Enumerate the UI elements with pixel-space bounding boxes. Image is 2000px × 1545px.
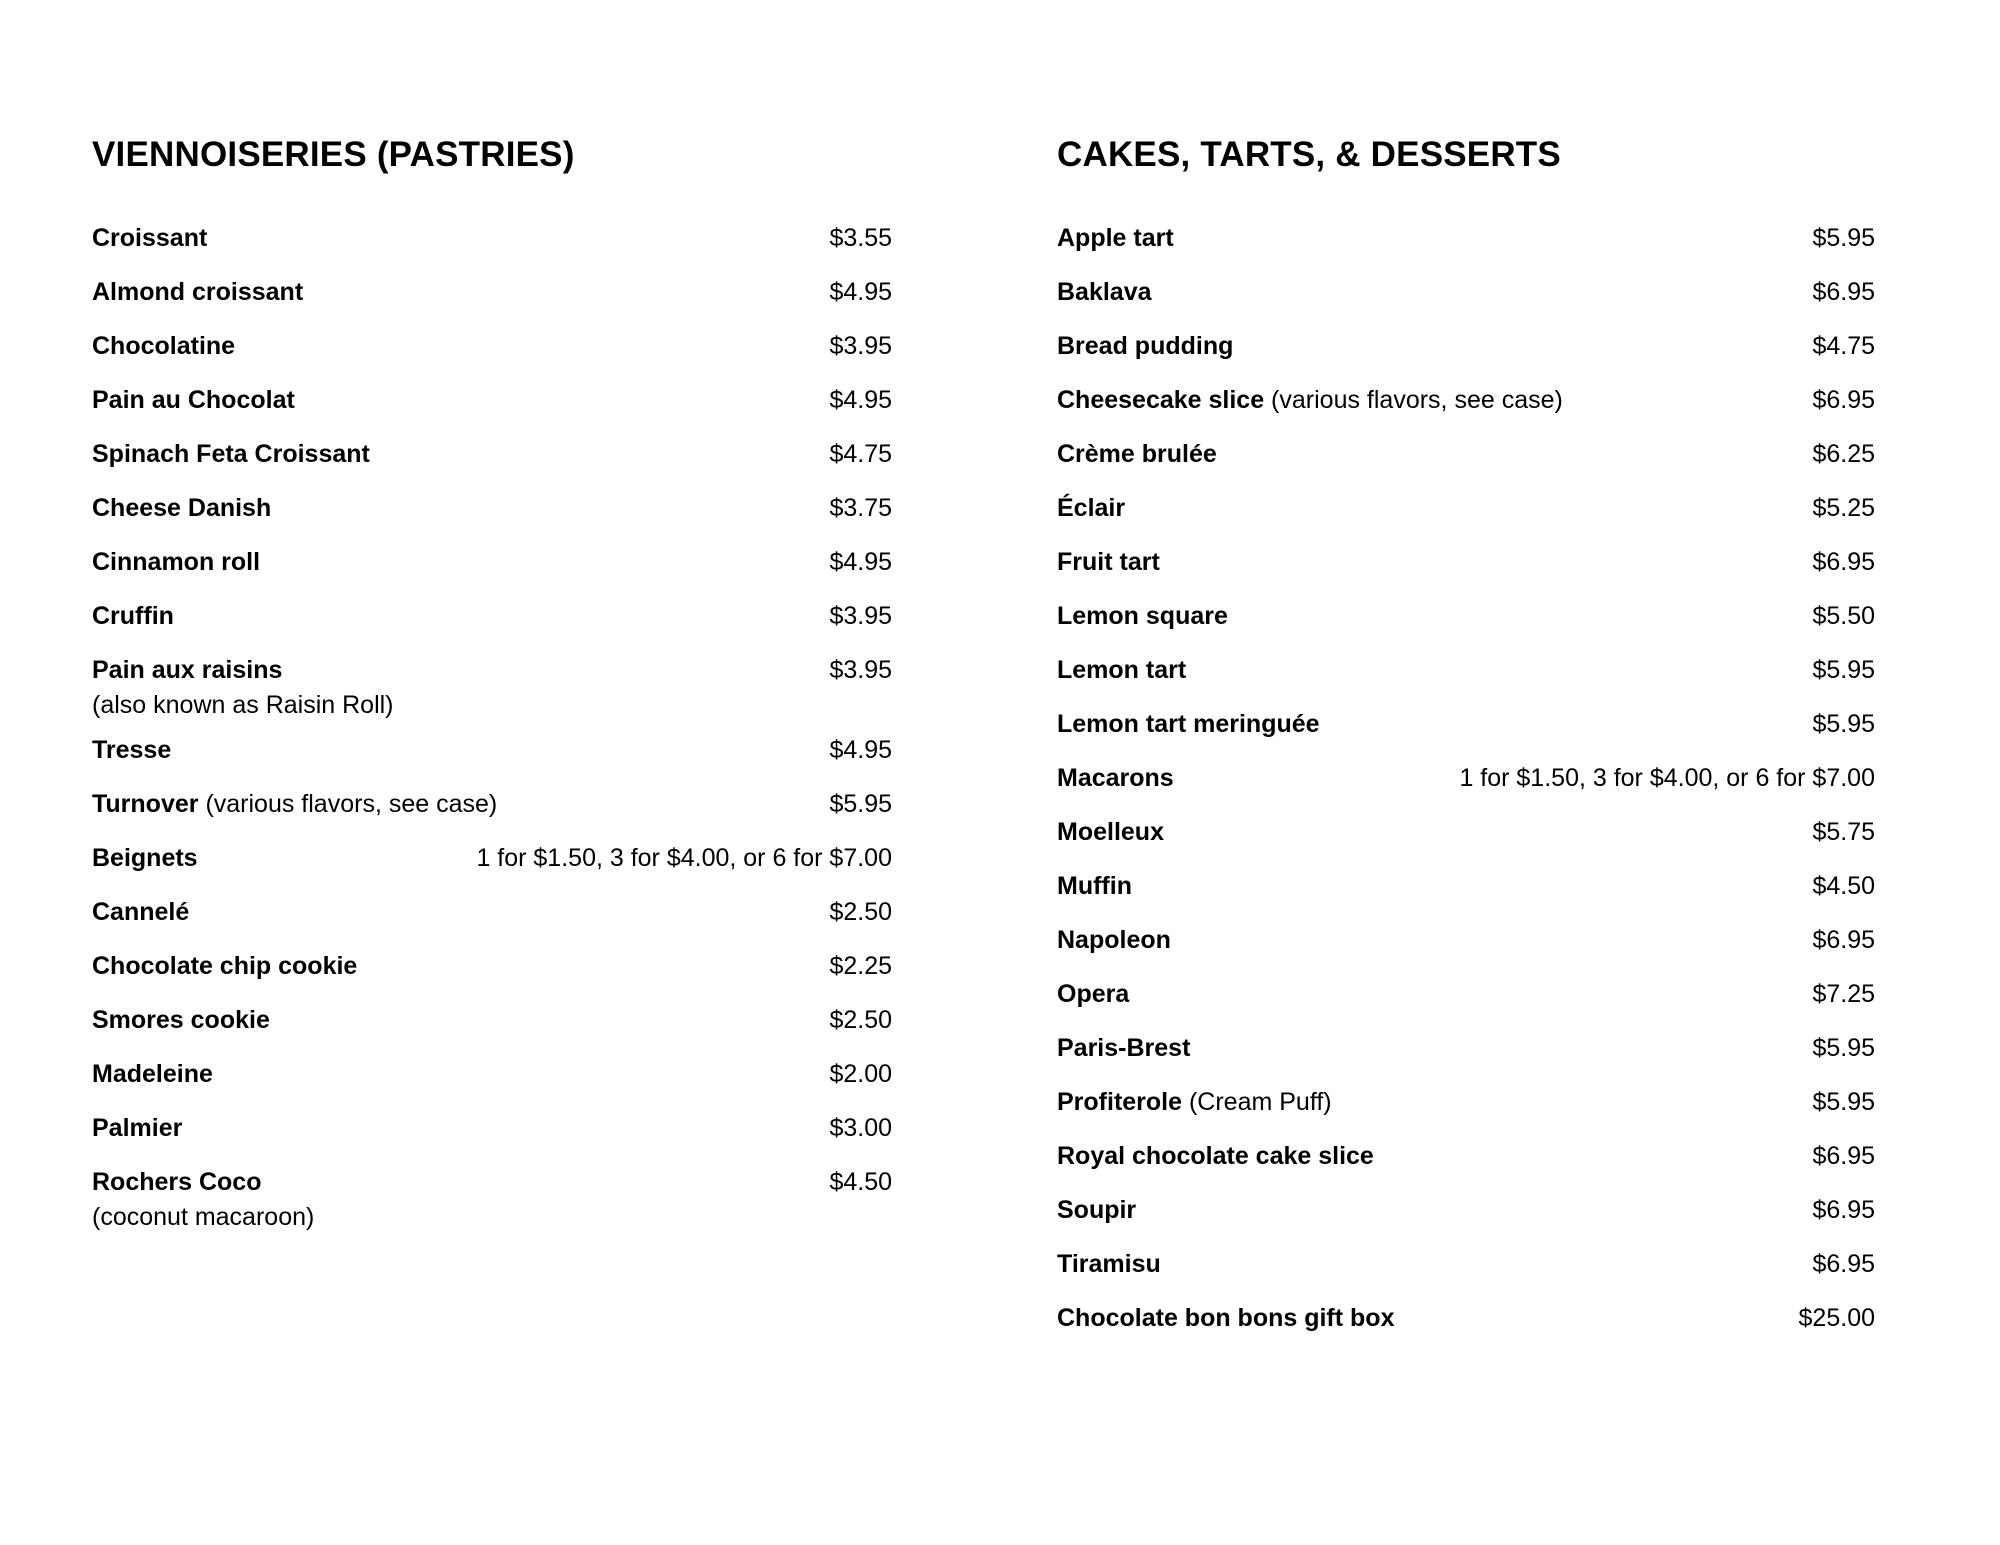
- section-title: CAKES, TARTS, & DESSERTS: [1057, 135, 1561, 174]
- menu-item-row: [92, 1056, 892, 1110]
- item-price: $5.95: [1812, 710, 1875, 738]
- menu-item-row: [92, 1002, 892, 1056]
- menu-item: [1057, 1084, 1875, 1138]
- menu-item: [92, 1002, 892, 1056]
- item-subtitle: (coconut macaroon): [92, 1203, 315, 1231]
- item-name: Turnover: [92, 790, 199, 818]
- item-note: (Cream Puff): [1182, 1088, 1332, 1116]
- item-name: Beignets: [92, 844, 198, 872]
- menu-item-row: [92, 1110, 892, 1164]
- item-name: Paris-Brest: [1057, 1034, 1191, 1062]
- item-name: Napoleon: [1057, 926, 1171, 954]
- menu-item: [92, 948, 892, 1002]
- item-price: $4.50: [829, 1168, 892, 1196]
- menu-item: [1057, 436, 1875, 490]
- menu-item: [1057, 922, 1875, 976]
- menu-item: [1057, 976, 1875, 1030]
- menu-item-row: [1057, 814, 1875, 868]
- item-name: Tresse: [92, 736, 172, 764]
- item-name: Cinnamon roll: [92, 548, 261, 576]
- item-name: Lemon square: [1057, 602, 1228, 630]
- menu-item: [92, 382, 892, 436]
- item-name: Éclair: [1057, 494, 1126, 522]
- menu-item: [1057, 868, 1875, 922]
- menu-item: [1057, 760, 1875, 814]
- item-name: Cruffin: [92, 602, 174, 630]
- menu-item: [1057, 706, 1875, 760]
- item-name: Madeleine: [92, 1060, 213, 1088]
- item-price: $2.50: [829, 898, 892, 926]
- item-name: Chocolate bon bons gift box: [1057, 1304, 1395, 1332]
- item-name: Almond croissant: [92, 278, 304, 306]
- menu-item-row: [92, 948, 892, 1002]
- item-note: (various flavors, see case): [198, 790, 498, 818]
- menu-item-row: [92, 1164, 892, 1218]
- menu-item-row: [1057, 598, 1875, 652]
- item-price: 1 for $1.50, 3 for $4.00, or 6 for $7.00: [1459, 764, 1875, 792]
- item-name: Moelleux: [1057, 818, 1164, 846]
- menu-item: [1057, 1192, 1875, 1246]
- menu-item-row: [92, 894, 892, 948]
- item-name: Palmier: [92, 1114, 183, 1142]
- item-price: $5.95: [1812, 656, 1875, 684]
- item-price: $6.95: [1812, 386, 1875, 414]
- menu-item-row: [92, 598, 892, 652]
- item-price: $6.95: [1812, 1196, 1875, 1224]
- menu-item-row: [1057, 760, 1875, 814]
- item-name: Cheese Danish: [92, 494, 272, 522]
- menu-item: [1057, 814, 1875, 868]
- menu-item-row: [1057, 274, 1875, 328]
- menu-item: [1057, 382, 1875, 436]
- item-price: $3.95: [829, 332, 892, 360]
- menu-item: [92, 732, 892, 786]
- menu-item: [92, 328, 892, 382]
- menu-item-row: [1057, 382, 1875, 436]
- item-name: Apple tart: [1057, 224, 1174, 252]
- item-name: Lemon tart: [1057, 656, 1187, 684]
- item-name: Profiterole: [1057, 1088, 1183, 1116]
- item-price: 1 for $1.50, 3 for $4.00, or 6 for $7.00: [476, 844, 892, 872]
- menu-item-row: [1057, 1246, 1875, 1300]
- menu-item: [1057, 274, 1875, 328]
- menu-item: [92, 274, 892, 328]
- menu-item-row: [1057, 706, 1875, 760]
- item-price: $4.95: [829, 386, 892, 414]
- menu-item-row: [1057, 1084, 1875, 1138]
- item-name: Smores cookie: [92, 1006, 270, 1034]
- item-name: Chocolate chip cookie: [92, 952, 358, 980]
- menu-item: [1057, 544, 1875, 598]
- item-price: $4.75: [829, 440, 892, 468]
- item-price: $6.95: [1812, 1250, 1875, 1278]
- item-price: $5.75: [1812, 818, 1875, 846]
- item-price: $6.95: [1812, 278, 1875, 306]
- item-note: (various flavors, see case): [1264, 386, 1563, 414]
- menu-item: [92, 490, 892, 544]
- item-name: Fruit tart: [1057, 548, 1160, 576]
- item-price: $2.00: [829, 1060, 892, 1088]
- menu-item-row: [1057, 328, 1875, 382]
- item-price: $6.95: [1812, 548, 1875, 576]
- menu-item: [92, 652, 892, 732]
- menu-item: [92, 894, 892, 948]
- menu-item-row: [92, 382, 892, 436]
- menu-item-row: [92, 732, 892, 786]
- menu-item-row: [92, 274, 892, 328]
- menu-item-row: [92, 544, 892, 598]
- menu-item-row: [92, 652, 892, 706]
- item-price: $5.25: [1812, 494, 1875, 522]
- menu-item-row: [1057, 436, 1875, 490]
- menu-item: [92, 1056, 892, 1110]
- item-price: $5.95: [1812, 224, 1875, 252]
- item-price: $5.95: [1812, 1088, 1875, 1116]
- menu-item: [1057, 598, 1875, 652]
- item-price: $2.25: [829, 952, 892, 980]
- item-price: $3.95: [829, 656, 892, 684]
- menu-item: [92, 840, 892, 894]
- item-name: Royal chocolate cake slice: [1057, 1142, 1374, 1170]
- menu-item: [92, 1164, 892, 1244]
- item-subtitle: (also known as Raisin Roll): [92, 691, 394, 719]
- menu-item: [92, 1110, 892, 1164]
- item-name: Crème brulée: [1057, 440, 1217, 468]
- menu-item-row: [1057, 1192, 1875, 1246]
- item-price: $6.25: [1812, 440, 1875, 468]
- item-price: $6.95: [1812, 1142, 1875, 1170]
- menu-item: [92, 786, 892, 840]
- menu-item-row: [1057, 868, 1875, 922]
- menu-item-row: [1057, 490, 1875, 544]
- menu-item-row: [92, 436, 892, 490]
- item-price: $5.95: [1812, 1034, 1875, 1062]
- item-price: $4.75: [1812, 332, 1875, 360]
- item-name: Lemon tart meringuée: [1057, 710, 1320, 738]
- menu-item: [92, 220, 892, 274]
- item-price: $3.75: [829, 494, 892, 522]
- menu-item-row: [92, 490, 892, 544]
- menu-item-row: [1057, 922, 1875, 976]
- item-name: Rochers Coco: [92, 1168, 262, 1196]
- section-title: VIENNOISERIES (PASTRIES): [92, 135, 575, 174]
- item-name: Chocolatine: [92, 332, 236, 360]
- item-price: $6.95: [1812, 926, 1875, 954]
- item-price: $7.25: [1812, 980, 1875, 1008]
- item-price: $4.95: [829, 736, 892, 764]
- item-price: $5.50: [1812, 602, 1875, 630]
- menu-item: [1057, 1300, 1875, 1354]
- item-name: Cheesecake slice: [1057, 386, 1265, 414]
- menu-item: [1057, 1246, 1875, 1300]
- item-price: $3.00: [829, 1114, 892, 1142]
- item-price: $25.00: [1798, 1304, 1875, 1332]
- menu-item-row: [92, 840, 892, 894]
- item-name: Cannelé: [92, 898, 190, 926]
- menu-item-row: [1057, 1030, 1875, 1084]
- pastries-list: [92, 220, 892, 1244]
- menu-item: [1057, 220, 1875, 274]
- item-price: $5.95: [829, 790, 892, 818]
- menu-item: [92, 544, 892, 598]
- item-name: Macarons: [1057, 764, 1174, 792]
- item-name: Croissant: [92, 224, 208, 252]
- menu-item-row: [92, 328, 892, 382]
- menu-item: [1057, 1138, 1875, 1192]
- item-name: Bread pudding: [1057, 332, 1234, 360]
- item-price: $4.95: [829, 278, 892, 306]
- item-price: $4.50: [1812, 872, 1875, 900]
- menu-item-row: [1057, 1300, 1875, 1354]
- item-price: $3.95: [829, 602, 892, 630]
- item-price: $4.95: [829, 548, 892, 576]
- item-name: Soupir: [1057, 1196, 1137, 1224]
- item-name: Tiramisu: [1057, 1250, 1161, 1278]
- item-price: $3.55: [829, 224, 892, 252]
- item-name: Baklava: [1057, 278, 1152, 306]
- menu-item-row: [1057, 976, 1875, 1030]
- menu-item: [1057, 1030, 1875, 1084]
- menu-item: [1057, 328, 1875, 382]
- menu-item: [92, 436, 892, 490]
- menu-item-row: [1057, 220, 1875, 274]
- menu-item: [1057, 652, 1875, 706]
- menu-item: [1057, 490, 1875, 544]
- desserts-column: [1057, 130, 1875, 1354]
- menu-item-row: [92, 786, 892, 840]
- item-name: Opera: [1057, 980, 1130, 1008]
- item-name: Pain aux raisins: [92, 656, 283, 684]
- menu-item-row: [1057, 1138, 1875, 1192]
- menu-item-row: [1057, 544, 1875, 598]
- pastries-column: [92, 130, 892, 1244]
- item-name: Pain au Chocolat: [92, 386, 295, 414]
- menu-item-row: [1057, 652, 1875, 706]
- item-name: Spinach Feta Croissant: [92, 440, 370, 468]
- desserts-list: [1057, 220, 1875, 1354]
- menu-item: [92, 598, 892, 652]
- item-name: Muffin: [1057, 872, 1132, 900]
- menu-item-row: [92, 220, 892, 274]
- item-price: $2.50: [829, 1006, 892, 1034]
